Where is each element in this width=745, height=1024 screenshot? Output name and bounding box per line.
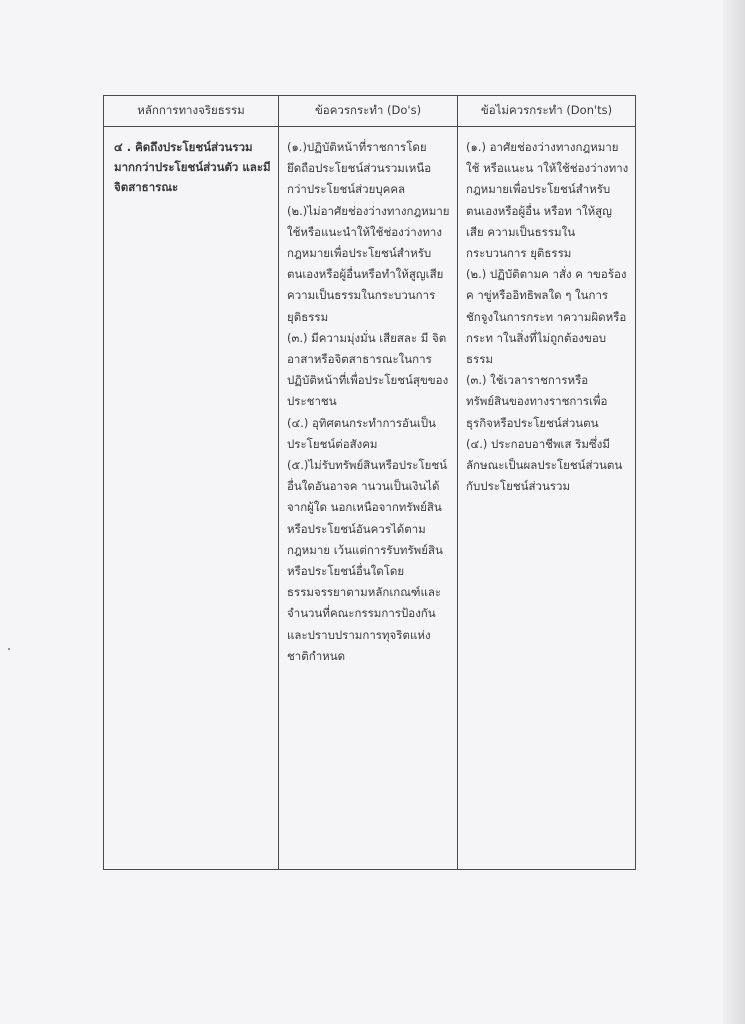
dos-cell — [279, 127, 458, 870]
dos-item-3: (๓.) มีความมุ่งมั่น เสียสละ มี จิตอาสาหรือจิตสาธารณะในการปฏิบัติหน้าที่เพื่อประโยชน์สุขของประชาชน — [287, 330, 449, 409]
donts-item-2: (๒.) ปฏิบัติตามค าสั่ง ค าขอร้อง ค าขู่หรืออิทธิพลใด ๆ ในการชักจูงในการกระท าความผิดหรือกระท าในสิ่งที่ไม่ถูกต้องขอบธรรม — [466, 267, 627, 367]
header-dos: ข้อควรกระทำ (Do's) — [279, 96, 458, 127]
header-principle: หลักการทางจริยธรรม — [104, 96, 279, 127]
donts-cell — [458, 127, 636, 870]
donts-item-1: (๑.) อาศัยช่องว่างทางกฎหมายใช้ หรือแนะน าให้ใช้ช่องว่างทางกฎหมายเพื่อประโยชน์สำหรับตนเองหรือผู้อื่น หรือท าให้สูญเสีย ความเป็นธรรมในกระบวนการ ยุติธรรม — [466, 140, 629, 261]
donts-item-4: (๔.) ประกอบอาชีพเส ริมซึ่งมีลักษณะเป็นผลประโยชน์ส่วนตนกับประโยชน์ส่วนรวม — [466, 436, 623, 494]
header-donts: ข้อไม่ควรกระทำ (Don'ts) — [458, 96, 636, 127]
principle-cell — [104, 127, 279, 870]
page-edge-shadow — [723, 0, 745, 1024]
dos-item-1: (๑.)ปฏิบัติหน้าที่ราชการโดยยึดถือประโยชน์ส่วนรวมเหนือกว่าประโยชน์ส่วยบุคคล — [287, 140, 432, 197]
principle-text: ๔ . คิดถึงประโยชน์ส่วนรวมมากกว่าประโยชน์ส่วนตัว และมีจิตสาธารณะ — [114, 140, 271, 194]
dos-item-5: (๕.)ไม่รับทรัพย์สินหรือประโยชน์อื่นใดอันอาจค านวนเป็นเงินได้จากผู้ใด นอกเหนือจากทรัพย์สินหรือประโยชน์อันควรได้ตามกฎหมาย เว้นแต่การรับทรัพย์สินหรือประโยชน์อื่นใดโดยธรรมจรรยาตามหลักเกณฑ์และจำนวนที่คณะกรรมการป้องกันและปราบปรามการทุจริตแห่งชาติกำหนด — [287, 458, 448, 663]
scan-speck — [8, 648, 10, 650]
table-header-row — [104, 96, 636, 127]
donts-item-3: (๓.) ใช้เวลาราชการหรือทรัพย์สินของทางราชการเพื่อธุรกิจหรือประโยชน์ส่วนตน — [466, 373, 608, 430]
ethics-table — [103, 95, 636, 870]
dos-item-4: (๔.) อุทิศตนกระทำการอันเป็นประโยชน์ต่อสังคม — [287, 415, 436, 451]
dos-item-2: (๒.)ไม่อาศัยช่องว่างทางกฎหมายใช้หรือแนะนำให้ใช้ช่องว่างทางกฎหมายเพื่อประโยชน์สำหรับตนเองหรือผู้อื่นหรือทำให้สูญเสียความเป็นธรรมในกระบวนการยุติธรรม — [287, 203, 450, 324]
table-row — [104, 127, 636, 870]
